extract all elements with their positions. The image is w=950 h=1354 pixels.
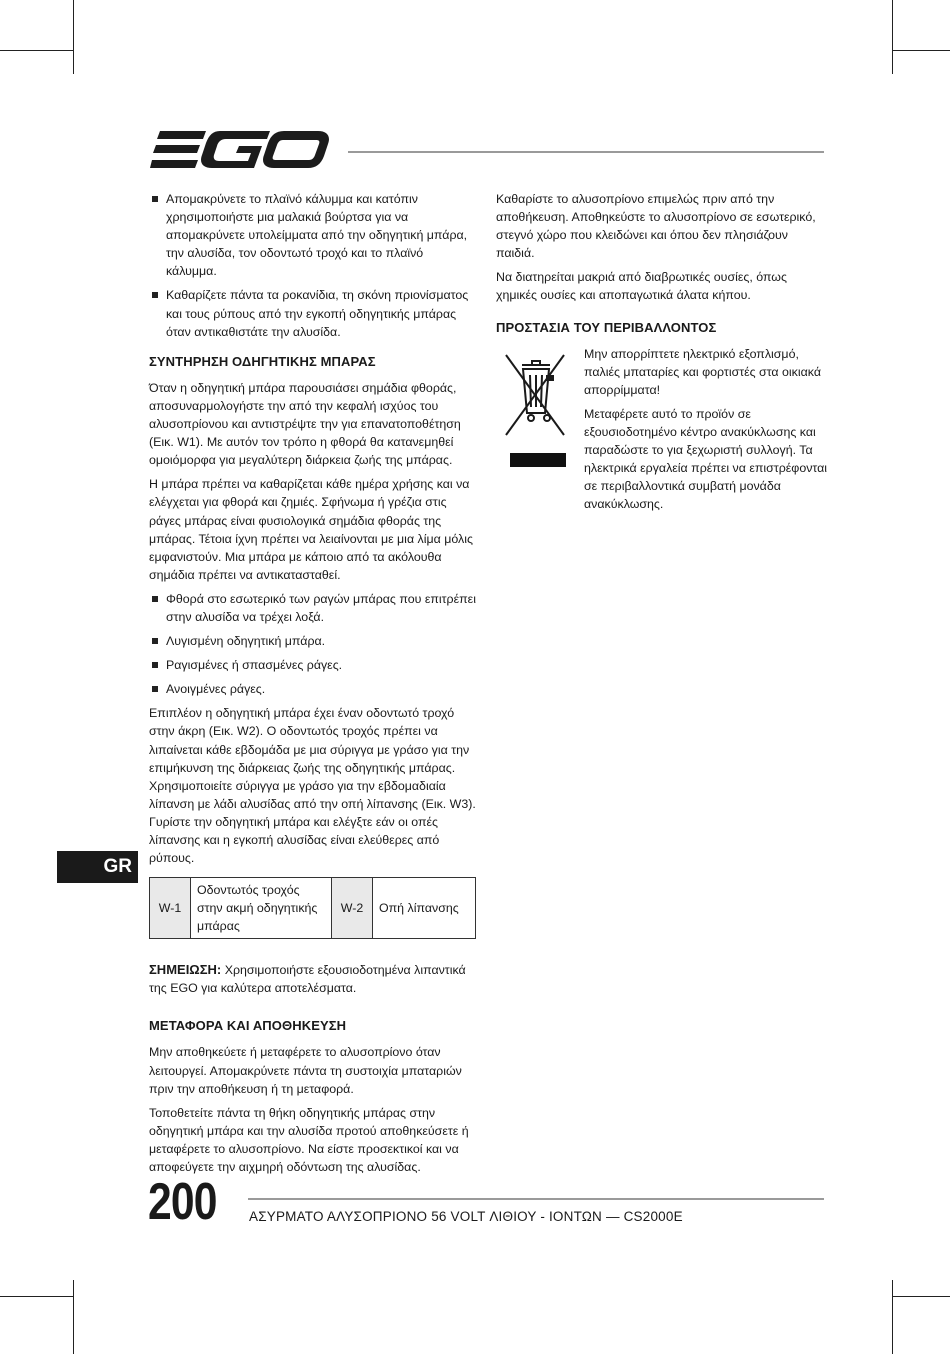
paragraph: Η μπάρα πρέπει να καθαρίζεται κάθε ημέρα χρήσης και να ελέγχεται για φθορά και ζημιές. Σφήνωμα ή γρέζια στις ράγες μπάρας είναι φυσιολογικά σημάδια φθοράς της μπάρας. Τέτοια ίχνη πρέπει να λειαίνονται με μια λίμα μόλις εμφανιστούν. Μια μπάρα με κάποιο από τα ακόλουθα σημάδια πρέπει να αντικατασταθεί. bbox=[149, 477, 473, 582]
crop-mark bbox=[73, 0, 74, 74]
figure-code: W-1 bbox=[150, 878, 191, 939]
figure-description: Οπή λίπανσης bbox=[373, 878, 476, 939]
wear-signs-list bbox=[149, 590, 477, 698]
crop-mark bbox=[892, 1280, 893, 1354]
crop-mark bbox=[0, 50, 74, 51]
right-column bbox=[496, 190, 828, 512]
left-column bbox=[149, 190, 477, 1182]
list-item: Απομακρύνετε το πλαϊνό κάλυμμα και κατόπιν χρησιμοποιήστε μια μαλακιά βούρτσα για να απομακρύνετε υπολείμματα από την οδηγητική μπάρα, την αλυσίδα, τον οδοντωτό τροχό και το πλαϊνό κάλυμμα. bbox=[149, 190, 477, 280]
list-item: Καθαρίζετε πάντα τα ροκανίδια, τη σκόνη πριονίσματος και τους ρύπους από την εγκοπή οδηγητικής μπάρας όταν αντικαθιστάτε την αλυσίδα. bbox=[149, 286, 477, 340]
ego-logo bbox=[150, 128, 330, 172]
list-item: Φθορά στο εσωτερικό των ραγών μπάρας που επιτρέπει στην αλυσίδα να τρέχει λοξά. bbox=[149, 590, 477, 626]
section-heading-environment: ΠΡΟΣΤΑΣΙΑ ΤΟΥ ΠΕΡΙΒΑΛΛΟΝΤΟΣ bbox=[496, 319, 717, 335]
paragraph: Όταν η οδηγητική μπάρα παρουσιάσει σημάδια φθοράς, αποσυναρμολογήστε την από την κεφαλή ισχύος του αλυσοπρίονου και αντιστρέψτε την για επανατοποθέτηση (Εικ. W1). Με αυτόν τον τρόπο η φθορά θα κατανεμηθεί ομοιόμορφα για μεγαλύτερη διάρκεια ζωής της μπάρας. bbox=[149, 380, 461, 468]
weee-bar bbox=[510, 453, 566, 467]
header-rule bbox=[348, 151, 824, 153]
section-heading-transport: ΜΕΤΑΦΟΡΑ ΚΑΙ ΑΠΟΘΗΚΕΥΣΗ bbox=[149, 1018, 347, 1034]
figure-code: W-2 bbox=[332, 878, 373, 939]
paragraph: Επιπλέον η οδηγητική μπάρα έχει έναν οδοντωτό τροχό στην άκρη (Εικ. W2). Ο οδοντωτός τροχός πρέπει να λιπαίνεται κάθε εβδομάδα με μια σύριγγα με γράσο για την επιμήκυνση της διάρκειας ζωής της οδηγητικής μπάρας. Χρησιμοποιείτε σύριγγα με γράσο για την εβδομαδιαία λίπανση με λάδι αλυσίδας από την οπή λίπανσης (Εικ. W3). Γυρίστε την οδηγητική μπάρα και ελέγξτε εάν οι οπές λίπανσης και η εγκοπή αλυσίδας είναι ελεύθερες από ρύπους. bbox=[149, 706, 476, 866]
crop-mark bbox=[892, 1296, 950, 1297]
paragraph: Μην απορρίπτετε ηλεκτρικό εξοπλισμό, παλιές μπαταρίες και φορτιστές στα οικιακά απορρίμματα! bbox=[584, 346, 821, 397]
environment-block bbox=[496, 345, 828, 512]
environment-text bbox=[584, 345, 828, 520]
table-row bbox=[150, 878, 476, 939]
crossed-out-bin-icon bbox=[502, 347, 568, 443]
note-text: Χρησιμοποιήστε εξουσιοδοτημένα λιπαντικά της EGO για καλύτερα αποτελέσματα. bbox=[149, 963, 466, 996]
list-item: Λυγισμένη οδηγητική μπάρα. bbox=[149, 632, 477, 650]
paragraph: Μεταφέρετε αυτό το προϊόν σε εξουσιοδοτημένο κέντρο ανακύκλωσης και παραδώστε το για ξεχωριστή συλλογή. Τα ηλεκτρικά εργαλεία πρέπει να επιστρέφονται σε περιβαλλοντικά συμβατή μονάδα ανακύκλωσης. bbox=[584, 406, 828, 512]
footer-title: ΑΣΥΡΜΑΤΟ ΑΛΥΣΟΠΡΙΟΝΟ 56 VOLT ΛΙΘΙΟΥ - ΙΟΝΤΩΝ — CS2000E bbox=[249, 1209, 683, 1224]
paragraph: Τοποθετείτε πάντα τη θήκη οδηγητικής μπάρας στην οδηγητική μπάρα και την αλυσίδα προτού αποθηκεύσετε ή μεταφέρετε το αλυσοπρίονο. Να είστε προσεκτικοί και να αποφεύγετε την αιχμηρή οδόντωση της αλυσίδας. bbox=[149, 1105, 469, 1175]
crop-mark bbox=[73, 1280, 74, 1354]
list-item: Ραγισμένες ή σπασμένες ράγες. bbox=[149, 656, 477, 674]
language-tab: GR bbox=[57, 851, 138, 883]
crop-mark bbox=[892, 0, 893, 74]
figure-description: Οδοντωτός τροχός στην ακμή οδηγητικής μπάρας bbox=[191, 878, 332, 939]
paragraph: Καθαρίστε το αλυσοπρίονο επιμελώς πριν από την αποθήκευση. Αποθηκεύστε το αλυσοπρίονο σε εσωτερικό, στεγνό χώρο που κλειδώνει και όπου δεν πλησιάζουν παιδιά. bbox=[496, 192, 816, 261]
figure-reference-table bbox=[149, 877, 476, 939]
footer-rule bbox=[248, 1198, 824, 1200]
crop-mark bbox=[0, 1296, 74, 1297]
note bbox=[149, 961, 477, 997]
crop-mark bbox=[892, 50, 950, 51]
page-number: 200 bbox=[148, 1173, 217, 1231]
paragraph: Να διατηρείται μακριά από διαβρωτικές ουσίες, όπως χημικές ουσίες και αποπαγωτικά άλατα κήπου. bbox=[496, 270, 787, 303]
paragraph: Μην αποθηκεύετε ή μεταφέρετε το αλυσοπρίονο όταν λειτουργεί. Απομακρύνετε πάντα τη συστοιχία μπαταριών πριν την αποθήκευση ή τη μεταφορά. bbox=[149, 1045, 462, 1096]
intro-bullet-list bbox=[149, 190, 477, 341]
list-item: Ανοιγμένες ράγες. bbox=[149, 680, 477, 698]
section-heading-bar-maintenance: ΣΥΝΤΗΡΗΣΗ ΟΔΗΓΗΤΙΚΗΣ ΜΠΑΡΑΣ bbox=[149, 353, 376, 369]
note-label: ΣΗΜΕΙΩΣΗ: bbox=[149, 962, 222, 978]
